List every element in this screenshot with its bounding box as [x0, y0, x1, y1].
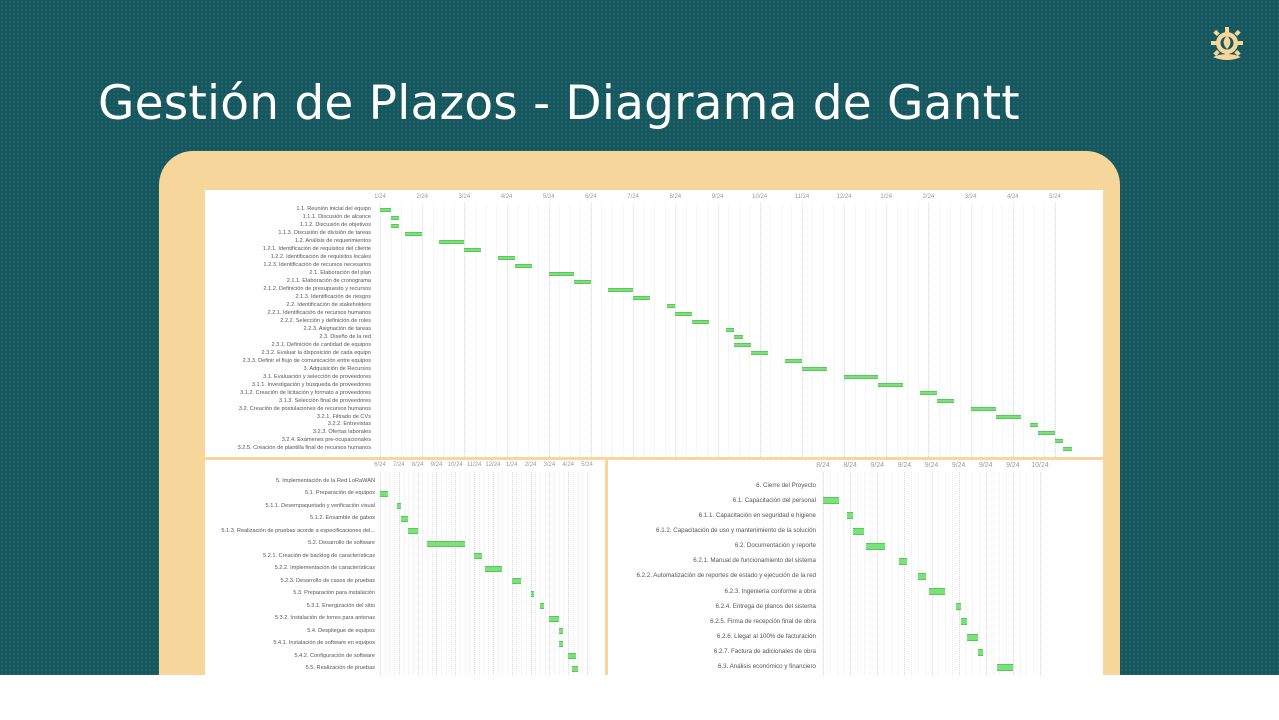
task-bar [401, 516, 409, 522]
task-bar [391, 216, 399, 220]
time-axis-tick: 8/24 [843, 462, 857, 469]
grid-line [928, 204, 929, 457]
time-axis-tick: 1/24 [880, 194, 893, 200]
task-label: 5.2. Desarrollo de software [308, 540, 375, 547]
task-bar [559, 628, 563, 634]
task-bar [574, 280, 591, 284]
grid-line-minor [465, 472, 466, 675]
task-label: 5.2.2. Implementación de características [274, 565, 375, 572]
task-label: 6. Cierre del Proyecto [756, 481, 816, 489]
time-axis-tick: 11/24 [794, 194, 810, 200]
task-label: 5.1.2. Ensamble de gabos [310, 515, 375, 522]
grid-line-minor [1023, 204, 1024, 457]
grid-line-minor [981, 204, 982, 457]
grid-line-minor [404, 472, 405, 675]
grid-line [568, 472, 569, 675]
task-label: 6.2.1. Manual de funcionamiento del sistema [693, 557, 816, 565]
grid-line [1013, 472, 1014, 675]
grid-line [455, 472, 456, 675]
task-label: 1.2. Análisis de requerimientos [294, 238, 371, 245]
grid-line [587, 472, 588, 675]
task-bar [918, 573, 926, 580]
grid-line-minor [582, 472, 583, 675]
task-bar [427, 541, 465, 547]
task-bar [559, 641, 563, 647]
grid-line [507, 204, 508, 457]
task-bar [464, 248, 481, 252]
task-bar [572, 666, 578, 672]
task-label: 2.2.1. Identificación de recursos humanos [267, 309, 371, 316]
time-axis-tick: 5/24 [581, 462, 593, 468]
task-label: 1.1.2. Discusión de objetivos [299, 222, 371, 229]
task-label: 3.1.3. Selección final de proveedores [278, 397, 371, 404]
grid-line-minor [1034, 204, 1035, 457]
task-label: 5. Implementación de la Red LoRaWAN [276, 477, 375, 484]
task-bar [1030, 423, 1038, 427]
grid-line-minor [891, 472, 892, 675]
grid-line-minor [644, 204, 645, 457]
task-label: 6.2.4. Entrega de planos del sistema [715, 602, 816, 610]
task-bar [512, 578, 521, 584]
time-axis-tick: 9/24 [870, 462, 885, 469]
task-bar [540, 603, 544, 609]
task-label: 1.1.3. Discusión de división de tareas [278, 230, 371, 237]
grid-line-minor [686, 204, 687, 457]
grid-line [531, 472, 532, 675]
task-bar [937, 399, 954, 403]
task-bar [380, 491, 388, 497]
grid-line-minor [939, 204, 940, 457]
grid-line [418, 472, 419, 675]
grid-line-minor [559, 204, 560, 457]
grid-line-minor [385, 472, 386, 675]
grid-line-minor [516, 472, 517, 675]
grid-line-minor [876, 204, 877, 457]
task-label: 3.1. Evaluación y selección de proveedores [263, 373, 371, 380]
task-label: 3.2.3. Ofertas laborales [312, 429, 371, 436]
task-bar [844, 375, 878, 379]
task-label: 3.2.1. Filtrado de CVs [316, 413, 371, 420]
time-axis-tick: 1/24 [505, 462, 518, 468]
task-label: 6.1.2. Capacitación de uso y mantenimiento de la solución [656, 527, 816, 534]
task-label: 6.3. Análisis económico y financiero [717, 663, 816, 671]
grid-line-minor [972, 472, 973, 675]
grid-line-minor [865, 204, 866, 457]
time-axis-tick: 3/24 [964, 194, 977, 200]
grid-line [760, 204, 761, 457]
grid-line-minor [498, 472, 499, 675]
task-bar [823, 497, 839, 504]
grid-line-minor [945, 472, 946, 675]
task-label: 6.2.3. Ingeniería conforme a obra [724, 587, 816, 595]
task-bar [692, 320, 709, 324]
grid-line-minor [526, 472, 527, 675]
grid-line-minor [665, 204, 666, 457]
grid-line-minor [950, 204, 951, 457]
time-axis-tick: 9/24 [924, 462, 939, 469]
grid-line-minor [496, 204, 497, 457]
grid-line-minor [1044, 204, 1045, 457]
task-label: 5.2.1. Creación de backlog de características [263, 552, 375, 559]
time-axis-tick: 8/24 [669, 194, 682, 200]
task-bar [1063, 447, 1071, 451]
task-label: 3.2.4. Exámenes pre-ocupacionales [281, 437, 371, 444]
grid-line-minor [479, 472, 480, 675]
grid-line [422, 204, 423, 457]
gear-leaf-logo-icon [1207, 25, 1247, 65]
grid-line-minor [843, 472, 844, 675]
grid-line-minor [563, 472, 564, 675]
task-bar [531, 591, 535, 597]
grid-line-minor [475, 204, 476, 457]
grid-line [986, 472, 987, 675]
grid-line-minor [781, 204, 782, 457]
task-label: 1.1. Reunión inicial del equipo [296, 206, 371, 213]
grid-line-minor [427, 472, 428, 675]
grid-line [464, 204, 465, 457]
grid-line [549, 204, 550, 457]
grid-line [932, 472, 933, 675]
task-bar [920, 391, 937, 395]
grid-line [1040, 472, 1041, 675]
gantt-top-panel [205, 190, 1103, 457]
task-label: 6.2.5. Firma de recepción final de obra [710, 617, 816, 625]
task-label: 3.2. Creación de postulaciones de recursos humanos [238, 405, 371, 412]
grid-line-minor [413, 472, 414, 675]
task-bar [956, 603, 961, 610]
grid-line-minor [412, 204, 413, 457]
task-label: 5.3.2. Instalación de torres para antenas [274, 615, 375, 622]
time-axis-tick: 5/24 [1049, 194, 1061, 200]
grid-line-minor [469, 472, 470, 675]
time-axis-tick: 9/24 [1006, 462, 1020, 469]
grid-line-minor [791, 204, 792, 457]
grid-line [675, 204, 676, 457]
task-label: 5.5. Realización de pruebas [305, 665, 375, 672]
task-bar [474, 553, 482, 559]
grid-line-minor [654, 204, 655, 457]
grid-line-minor [521, 472, 522, 675]
grid-line-minor [993, 472, 994, 675]
grid-line-minor [573, 472, 574, 675]
task-bar [878, 383, 903, 387]
task-label: 2.2. Identificación de stakeholders [286, 301, 371, 308]
grid-line-minor [408, 472, 409, 675]
grid-line-minor [507, 472, 508, 675]
grid-line-minor [739, 204, 740, 457]
grid-line-minor [992, 204, 993, 457]
task-bar [397, 503, 401, 509]
task-label: 2.1.1. Elaboración de cronograma [286, 278, 371, 285]
grid-line-minor [451, 472, 452, 675]
grid-line [877, 472, 878, 675]
task-label: 6.2.7. Factura de adicionales de obra [713, 648, 816, 656]
grid-line-minor [578, 472, 579, 675]
grid-line [591, 204, 592, 457]
grid-line-minor [870, 472, 871, 675]
task-bar [1038, 431, 1055, 435]
task-bar [667, 304, 675, 308]
grid-line-minor [918, 204, 919, 457]
task-label: 5.1.1. Desempaquetado y verificación visual [265, 502, 375, 509]
time-axis-tick: 10/24 [752, 194, 768, 200]
grid-line-minor [623, 204, 624, 457]
task-bar [1055, 439, 1063, 443]
grid-line [844, 204, 845, 457]
task-label: 2.2.3. Asignación de tareas [303, 325, 371, 332]
grid-line-minor [545, 472, 546, 675]
task-bar [971, 407, 996, 411]
grid-line-minor [1006, 472, 1007, 675]
task-label: 1.2.2. Identificación de requisitos locales [270, 254, 371, 261]
task-bar [866, 543, 885, 550]
grid-line-minor [433, 204, 434, 457]
grid-line-minor [528, 204, 529, 457]
task-label: 3.1.2. Creación de licitación y formato a proveedores [240, 389, 371, 396]
time-axis-tick: 6/24 [585, 194, 597, 200]
task-label: 6.2.2. Automatización de reportes de estado y ejecución de la red [636, 572, 816, 580]
task-bar [633, 296, 650, 300]
task-label: 5.1.3. Realización de pruebas acorde a especificaciones del... [221, 527, 375, 534]
gantt-bottom-right-panel [608, 460, 1103, 675]
grid-line-minor [389, 472, 390, 675]
task-bar [997, 664, 1013, 671]
time-axis-tick: 4/24 [500, 194, 513, 200]
time-axis-tick: 11/24 [466, 462, 482, 468]
grid-line [380, 204, 381, 457]
time-axis-tick: 9/24 [430, 462, 443, 468]
time-axis-tick: 6/24 [374, 462, 386, 468]
time-axis-tick: 5/24 [542, 194, 555, 200]
time-axis-tick: 8/24 [816, 462, 830, 469]
grid-line-minor [696, 204, 697, 457]
time-axis-tick: 8/24 [411, 462, 424, 468]
grid-line-minor [401, 204, 402, 457]
task-bar [391, 224, 399, 228]
task-bar [996, 415, 1021, 419]
grid-line-minor [540, 472, 541, 675]
task-bar [961, 618, 966, 625]
slide-title: Gestión de Plazos - Diagrama de Gantt [98, 76, 1020, 131]
grid-line-minor [422, 472, 423, 675]
task-label: 5.4. Despliegue de equipos [307, 627, 375, 634]
grid-line-minor [834, 204, 835, 457]
time-axis-tick: 7/24 [627, 194, 639, 200]
task-bar [726, 328, 734, 332]
grid-line [886, 204, 887, 457]
time-axis-tick: 3/24 [458, 194, 471, 200]
grid-line [436, 472, 437, 675]
task-label: 5.4.2. Configuración de software [294, 652, 375, 659]
grid-line-minor [485, 204, 486, 457]
time-axis-tick: 12/24 [485, 462, 501, 468]
task-bar [751, 351, 768, 355]
grid-line-minor [960, 204, 961, 457]
grid-line-minor [1033, 472, 1034, 675]
task-label: 2.1.2. Definición de presupuesto y recursos [263, 286, 371, 293]
grid-line-minor [535, 472, 536, 675]
grid-line-minor [441, 472, 442, 675]
grid-line [971, 204, 972, 457]
grid-line [474, 472, 475, 675]
grid-line-minor [898, 472, 899, 675]
task-bar [734, 335, 742, 339]
time-axis-tick: 4/24 [1006, 194, 1019, 200]
time-axis-tick: 10/24 [447, 462, 463, 468]
grid-line-minor [601, 204, 602, 457]
grid-line-minor [884, 472, 885, 675]
task-label: 3.2.2. Entrevistas [327, 421, 371, 428]
task-label: 3.2.5. Creación de plantilla final de recursos humanos [237, 445, 371, 452]
grid-line-minor [570, 204, 571, 457]
grid-line-minor [897, 204, 898, 457]
task-label: 5.1. Preparación de equipos [305, 490, 375, 497]
time-axis-tick: 2/24 [524, 462, 537, 468]
task-bar [405, 232, 422, 236]
task-label: 2.3.3. Definir el flujo de comunicación entre equipos [242, 357, 371, 364]
task-bar [899, 558, 907, 565]
task-label: 5.3.1. Energización del sitio [306, 602, 375, 609]
task-bar [408, 528, 417, 534]
task-bar [847, 512, 852, 519]
grid-line-minor [952, 472, 953, 675]
grid-line-minor [432, 472, 433, 675]
grid-line [718, 204, 719, 457]
task-label: 2.1. Elaboración del plan [309, 270, 371, 277]
grid-line [549, 472, 550, 675]
grid-line-minor [460, 472, 461, 675]
grid-line-minor [979, 472, 980, 675]
task-bar [485, 566, 502, 572]
grid-line-minor [484, 472, 485, 675]
grid-line-minor [1026, 472, 1027, 675]
grid-line-minor [488, 472, 489, 675]
time-axis-tick: 9/24 [951, 462, 966, 469]
grid-line-minor [517, 204, 518, 457]
grid-line-minor [612, 204, 613, 457]
grid-line-minor [911, 472, 912, 675]
time-axis-tick: 9/24 [711, 194, 724, 200]
time-axis-tick: 2/24 [416, 194, 429, 200]
grid-line-minor [538, 204, 539, 457]
grid-line-minor [707, 204, 708, 457]
grid-line-minor [502, 472, 503, 675]
time-axis-tick: 3/24 [543, 462, 556, 468]
time-axis-tick: 9/24 [978, 462, 993, 469]
task-label: 1.1.1. Discusión de alcance [302, 214, 371, 221]
time-axis-tick: 1/24 [374, 194, 386, 200]
grid-line-minor [394, 472, 395, 675]
task-bar [802, 367, 827, 371]
task-bar [439, 240, 464, 244]
task-label: 5.3. Preparación para instalación [293, 590, 375, 597]
task-bar [978, 649, 983, 656]
grid-line-minor [554, 472, 555, 675]
grid-line-minor [965, 472, 966, 675]
grid-line [633, 204, 634, 457]
task-bar [734, 343, 751, 347]
grid-line [512, 472, 513, 675]
task-label: 1.2.1. Identificación de requisitos del cliente [262, 246, 371, 253]
task-bar [568, 653, 576, 659]
task-bar [498, 256, 515, 260]
task-label: 6.2. Documentación y reporte [734, 542, 816, 550]
task-bar [380, 208, 391, 212]
grid-line-minor [999, 472, 1000, 675]
grid-line-minor [907, 204, 908, 457]
task-bar [675, 312, 692, 316]
time-axis-tick: 2/24 [922, 194, 935, 200]
task-bar [549, 616, 558, 622]
grid-line-minor [938, 472, 939, 675]
grid-line [1055, 204, 1056, 457]
task-bar [967, 634, 978, 641]
grid-line [959, 472, 960, 675]
grid-line [904, 472, 905, 675]
task-label: 3. Adquisición de Recursos [303, 365, 371, 372]
task-bar [549, 272, 574, 276]
task-label: 2.3. Diseño de la red [319, 333, 371, 340]
time-axis-tick: 7/24 [392, 462, 405, 468]
grid-line [493, 472, 494, 675]
grid-line-minor [391, 204, 392, 457]
task-label: 5.2.3. Desarrollo de casos de pruebas [280, 577, 375, 584]
task-label: 2.2.2. Selección y definición de roles [280, 317, 371, 324]
grid-line-minor [812, 204, 813, 457]
grid-line-minor [823, 204, 824, 457]
grid-line [850, 472, 851, 675]
grid-line-minor [446, 472, 447, 675]
grid-line-minor [749, 204, 750, 457]
task-label: 5.4.1. Instalación de software en equipos [273, 640, 375, 647]
task-label: 3.1.1. Investigación y búsqueda de proveedores [251, 381, 371, 388]
task-bar [785, 359, 802, 363]
grid-line-minor [857, 472, 858, 675]
task-label: 2.3.2. Evaluar la disposición de cada equipo [261, 349, 371, 356]
task-label: 6.1.1. Capacitación en seguridad e higiene [698, 511, 816, 519]
grid-line-minor [1020, 472, 1021, 675]
grid-line [802, 204, 803, 457]
task-label: 2.3.1. Definición de cantidad de equipos [271, 341, 371, 348]
time-axis-tick: 12/24 [836, 194, 852, 200]
time-axis-tick: 9/24 [897, 462, 912, 469]
gantt-bottom-left-panel [205, 460, 605, 675]
grid-line-minor [864, 472, 865, 675]
grid-line-minor [770, 204, 771, 457]
time-axis-tick: 4/24 [562, 462, 575, 468]
grid-line-minor [855, 204, 856, 457]
task-bar [515, 264, 532, 268]
task-bar [853, 528, 864, 535]
task-bar [608, 288, 633, 292]
task-label: 6.1. Capacitación del personal [732, 496, 816, 504]
task-label: 2.1.3. Identificación de riesgos [295, 293, 371, 300]
time-axis-tick: 10/24 [1031, 462, 1049, 469]
task-label: 6.2.6. Llegar al 100% de facturación [716, 633, 816, 641]
grid-line [380, 472, 381, 675]
grid-line-minor [580, 204, 581, 457]
task-bar [929, 588, 945, 595]
task-label: 1.2.3. Identificación de recursos necesarios [263, 262, 371, 269]
